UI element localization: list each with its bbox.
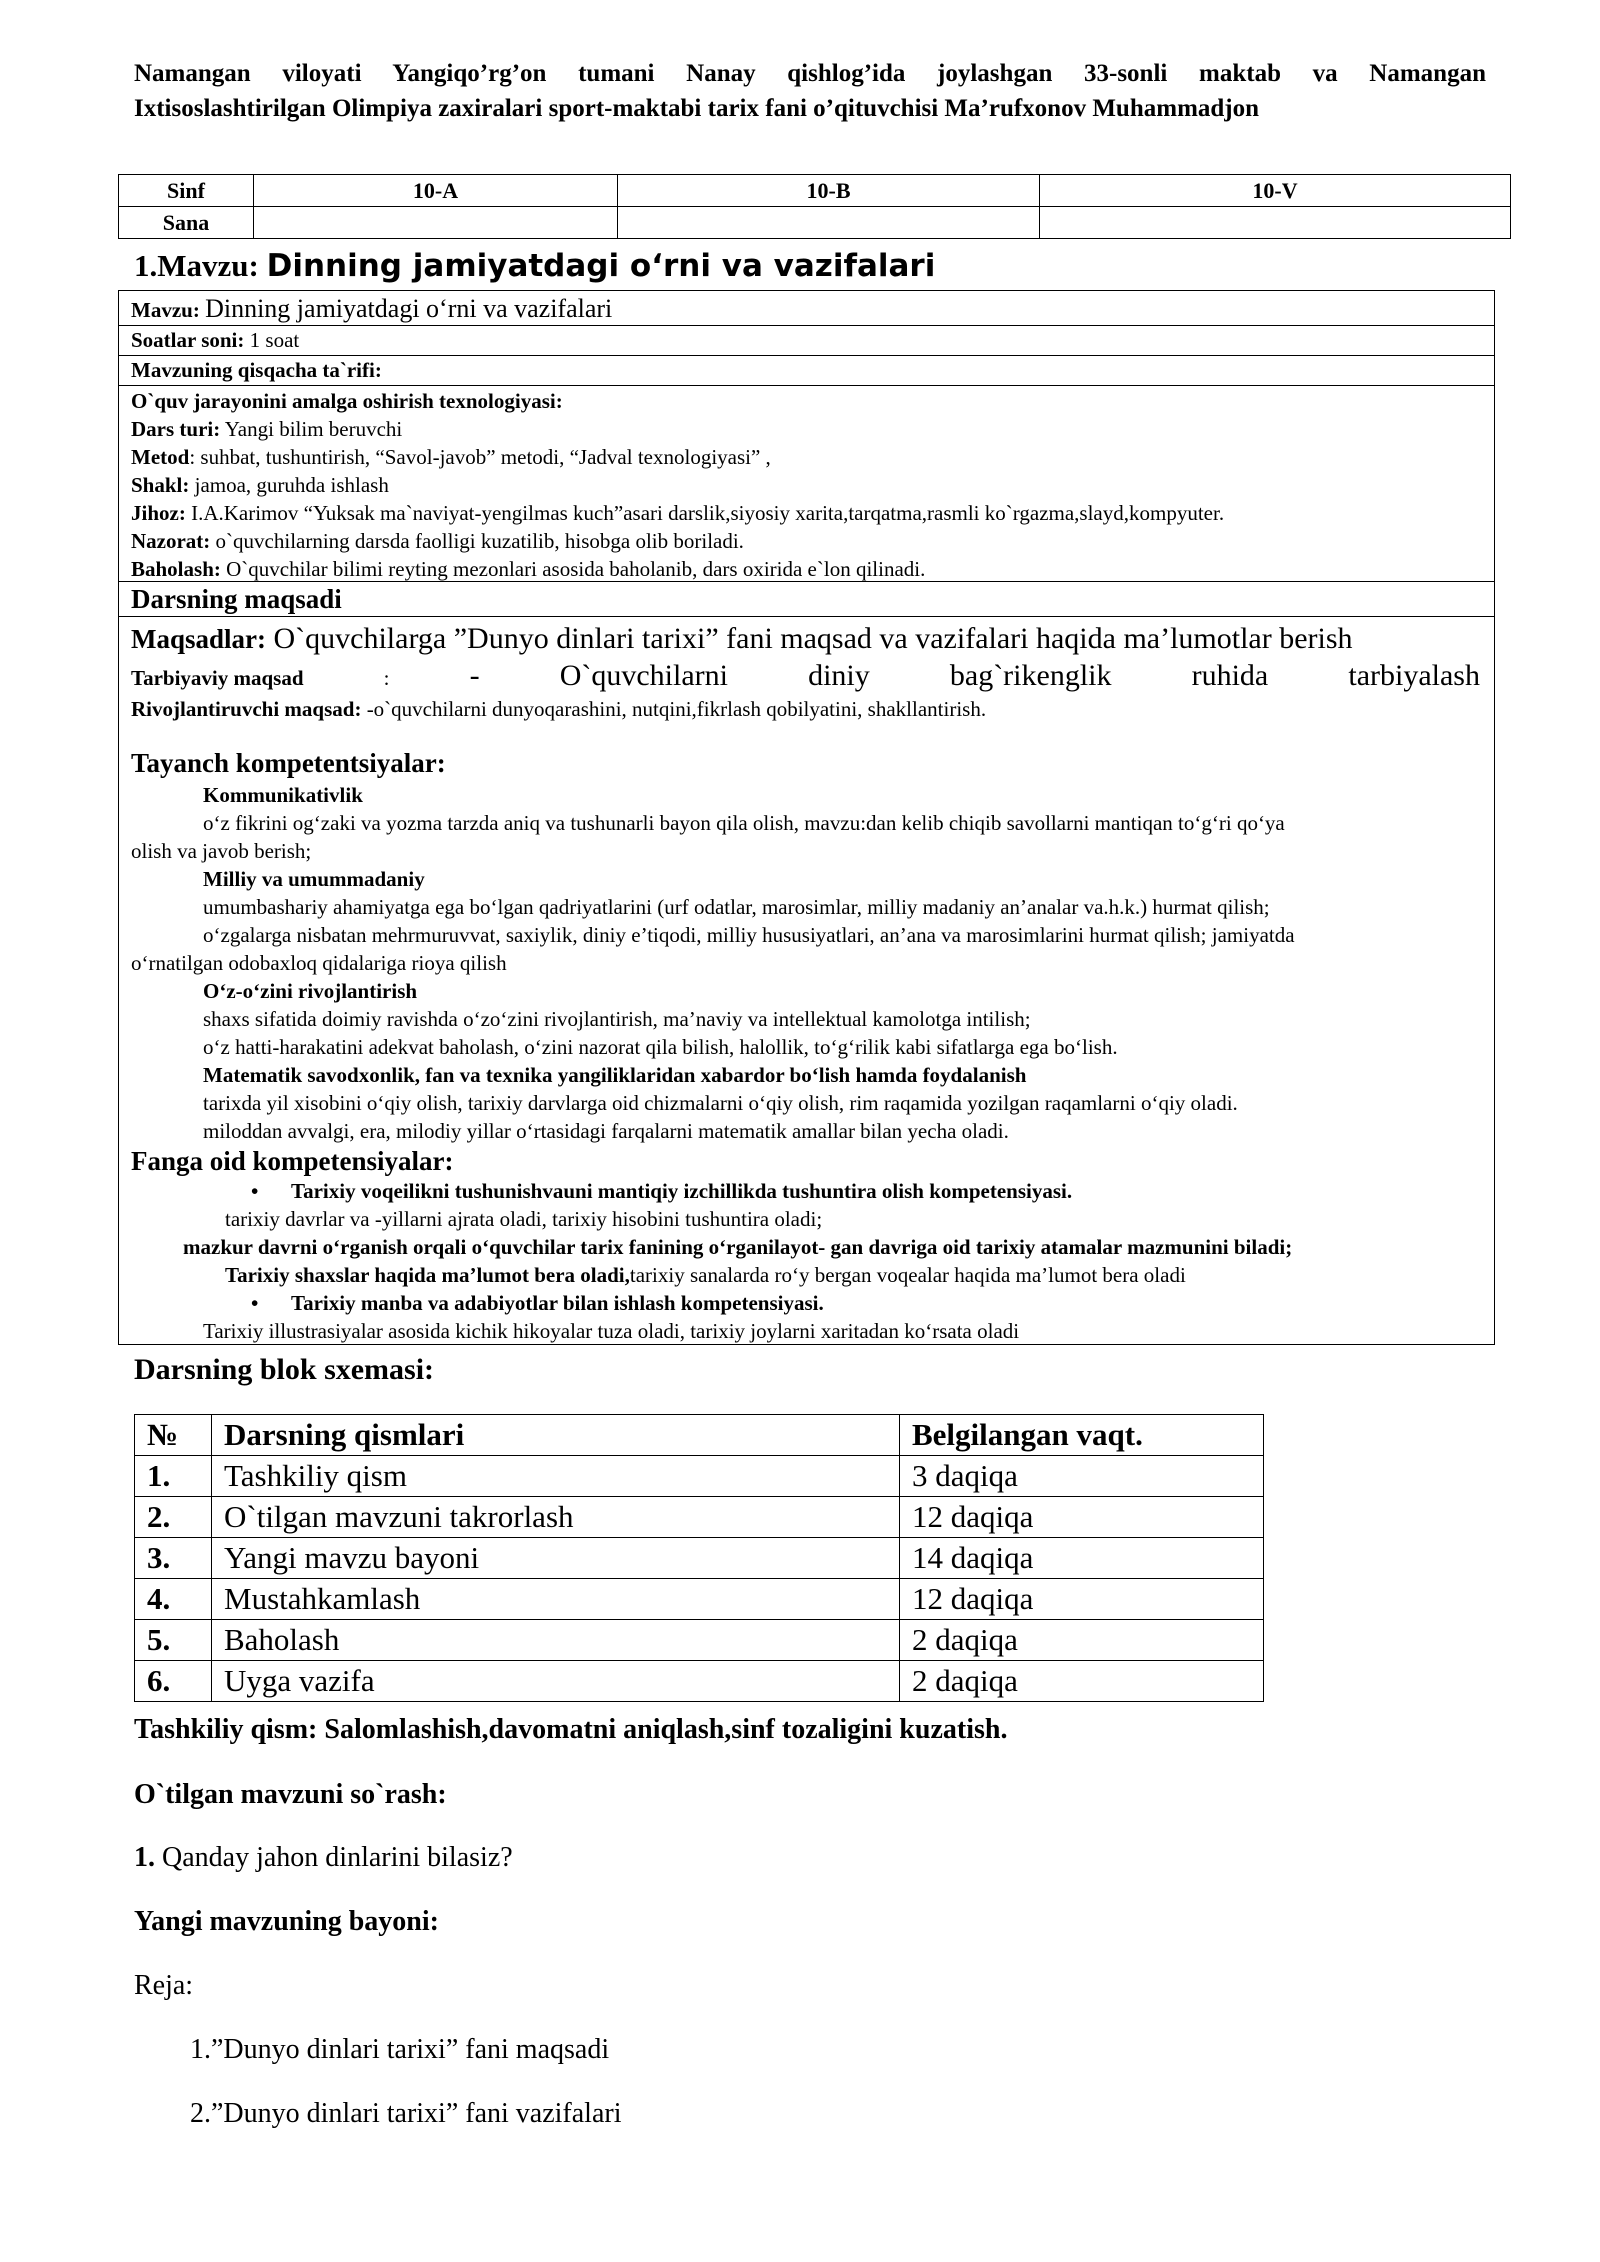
jihoz-line [131, 499, 1494, 527]
row-num: 4. [135, 1579, 212, 1620]
date-cell-10b [618, 207, 1040, 239]
tarbiyaviy-label: Tarbiyaviy maqsad [131, 666, 304, 690]
mat-line-1: tarixda yil xisobini o‘qiy olish, tarixiy darvlarga oid chizmalarni o‘qiy olish, rim raqamida yozilgan raqamlarni o‘qiy oladi. [203, 1091, 1238, 1115]
subject-line-4: Tarixiy illustrasiyalar asosida kichik hikoyalar tuza oladi, tarixiy joylarni xaritadan ko‘rsata oladi [203, 1319, 1020, 1343]
row-time: 12 daqiqa [900, 1579, 1264, 1620]
block-scheme-title: Darsning blok sxemasi: [134, 1353, 435, 1386]
komm-line-1: o‘z fikrini og‘zaki va yozma tarzda aniq va tushunarli bayon qila olish, mavzu:dan kelib chiqib savollarni mantiqan to‘g‘ri qo‘ya [203, 811, 1285, 835]
technology-section [119, 386, 1494, 582]
shakl-label: Shakl: [131, 473, 190, 497]
row-part: Yangi mavzu bayoni [212, 1538, 900, 1579]
row-num: 3. [135, 1538, 212, 1579]
subject-bullet-1-text: Tarixiy voqeilikni tushunishvauni mantiqiy izchillikda tushuntira olish kompetensiyasi. [291, 1179, 1073, 1203]
topic-heading [134, 244, 935, 288]
row-part: Uyga vazifa [212, 1661, 900, 1702]
nazorat-line [131, 527, 1494, 555]
header-line-1: Namangan viloyati Yangiqo’rg’on tumani Nanay qishlog’ida joylashgan 33-sonli maktab va Namangan [134, 60, 1486, 87]
dars-turi-line [131, 415, 1494, 443]
competencies-heading: Tayanch kompetentsiyalar: [131, 748, 446, 778]
nazorat-label: Nazorat: [131, 529, 211, 553]
sorash-heading: O`tilgan mavzuni so`rash: [134, 1779, 447, 1810]
table-row [135, 1538, 1264, 1579]
plan-item-2: 2.”Dunyo dinlari tarixi” fani vazifalari [190, 2098, 622, 2129]
class-10a: 10-A [254, 175, 618, 207]
tarbiyaviy-word-1: : [383, 666, 390, 690]
yangi-heading: Yangi mavzuning bayoni: [134, 1906, 439, 1937]
rivoj-label: Rivojlantiruvchi maqsad: [131, 697, 362, 721]
soatlar-row [119, 326, 1494, 356]
jihoz-label: Jihoz: [131, 501, 186, 525]
nazorat-value: o`quvchilarning darsda faolligi kuzatilib, hisobga olib boriladi. [215, 529, 744, 553]
subject-line-2: mazkur davrni o‘rganish orqali o‘quvchilar tarix fanining o‘rganilayot- gan davriga oid tarixiy atamalar mazmunini biladi; [183, 1235, 1293, 1259]
baholash-value: O`quvchilar bilimi reyting mezonlari asosida baholanib, dars oxirida e`lon qilinadi. [226, 557, 926, 581]
subject-bullet-2 [131, 1289, 1494, 1317]
shakl-line [131, 471, 1494, 499]
row-time: 2 daqiqa [900, 1620, 1264, 1661]
subject-bullet-1 [131, 1177, 1494, 1205]
goals-heading: Darsning maqsadi [131, 584, 342, 614]
metod-label: Metod [131, 445, 190, 469]
tarbiyaviy-word-5: bag`rikenglik [949, 659, 1112, 692]
tarbiyaviy-line [131, 659, 1480, 695]
tarbiyaviy-word-4: diniy [808, 659, 870, 692]
row-time: 14 daqiqa [900, 1538, 1264, 1579]
milliy-title: Milliy va umummadaniy [203, 867, 425, 891]
table-row [135, 1579, 1264, 1620]
komm-line-2: olish va javob berish; [131, 839, 312, 863]
class-10v: 10-V [1040, 175, 1511, 207]
subject-line-3-rest: tarixiy sanalarda ro‘y bergan voqealar haqida ma’lumot bera oladi [629, 1263, 1186, 1287]
reja-label: Reja: [134, 1970, 194, 2001]
topic-title: Dinning jamiyatdagi o‘rni va vazifalari [266, 248, 936, 284]
lesson-info-box [118, 290, 1495, 1345]
qisqacha-row [119, 356, 1494, 386]
mavzu-row [119, 291, 1494, 326]
table-row [135, 1620, 1264, 1661]
ozini-line-1: shaxs sifatida doimiy ravishda o‘zo‘zini rivojlantirish, ma’naviy va intellektual kamolotga intilish; [203, 1007, 1031, 1031]
block-header-num: № [135, 1415, 212, 1456]
class-10b: 10-B [618, 175, 1040, 207]
mavzu-label: Mavzu: [131, 298, 200, 322]
mat-line-2: miloddan avvalgi, era, milodiy yillar o‘rtasidagi farqalarni matematik amallar bilan yecha oladi. [203, 1119, 1009, 1143]
rivoj-value: -o`quvchilarni dunyoqarashini, nutqini,fikrlash qobilyatini, shakllantirish. [366, 697, 987, 721]
subject-line-3-bold: Tarixiy shaxslar haqida ma’lumot bera oladi, [225, 1263, 630, 1287]
row-part: Mustahkamlash [212, 1579, 900, 1620]
texnologiya-label: O`quv jarayonini amalga oshirish texnologiyasi: [131, 389, 563, 413]
jihoz-value: I.A.Karimov “Yuksak ma`naviyat-yengilmas kuch”asari darslik,siyosiy xarita,tarqatma,rasmli ko`rgazma,slayd,kompyuter. [191, 501, 1225, 525]
row-time: 12 daqiqa [900, 1497, 1264, 1538]
goals-heading-row [119, 582, 1494, 617]
class-row [119, 175, 1511, 207]
row-part: Tashkiliy qism [212, 1456, 900, 1497]
maqsadlar-label: Maqsadlar: [131, 624, 266, 654]
rivoj-line [131, 695, 1494, 723]
question-1-number: 1. [134, 1842, 155, 1873]
tarbiyaviy-word-7: tarbiyalash [1348, 659, 1480, 692]
row-num: 6. [135, 1661, 212, 1702]
dars-turi-value: Yangi bilim beruvchi [224, 417, 403, 441]
qisqacha-label: Mavzuning qisqacha ta`rifi: [131, 358, 382, 382]
class-table [118, 174, 1511, 239]
row-time: 3 daqiqa [900, 1456, 1264, 1497]
metod-value: : suhbat, tushuntirish, “Savol-javob” metodi, “Jadval texnologiyasi” , [189, 445, 771, 469]
subject-line-3 [131, 1261, 1494, 1289]
ozini-line-2: o‘z hatti-harakatini adekvat baholash, o‘zini nazorat qila bilish, halollik, to‘g‘rilik kabi sifatlarga ega bo‘lish. [203, 1035, 1118, 1059]
milliy-line-2: o‘zgalarga nisbatan mehrmuruvvat, saxiylik, diniy e’tiqodi, milliy hususiyatlari, an’ana va marosimlarini hurmat qilish; jamiyatda [203, 923, 1295, 947]
date-row [119, 207, 1511, 239]
bullet-icon: • [251, 1179, 259, 1203]
mavzu-value: Dinning jamiyatdagi o‘rni va vazifalari [205, 294, 613, 323]
question-1-text: Qanday jahon dinlarini bilasiz? [162, 1842, 513, 1873]
block-header-part: Darsning qismlari [212, 1415, 900, 1456]
subject-line-1: tarixiy davrlar va -yillarni ajrata oladi, tarixiy hisobini tushuntira oladi; [225, 1207, 823, 1231]
baholash-label: Baholash: [131, 557, 221, 581]
row-num: 1. [135, 1456, 212, 1497]
subject-bullet-2-text: Tarixiy manba va adabiyotlar bilan ishlash kompetensiyasi. [291, 1291, 824, 1315]
komm-title: Kommunikativlik [203, 783, 363, 807]
tarbiyaviy-word-6: ruhida [1191, 659, 1269, 692]
metod-line [131, 443, 1494, 471]
bullet-icon: • [251, 1291, 259, 1315]
soatlar-value: 1 soat [249, 328, 300, 352]
baholash-line [131, 555, 1494, 583]
header-line-2: Ixtisoslashtirilgan Olimpiya zaxiralari sport-maktabi tarix fani o’qituvchisi Ma’rufxonov Muhammadjon [134, 95, 1260, 122]
document-header [134, 56, 1486, 126]
maqsadlar-line [131, 619, 1494, 659]
row-num: 2. [135, 1497, 212, 1538]
soatlar-label: Soatlar soni: [131, 328, 245, 352]
tarbiyaviy-word-2: - [469, 659, 480, 692]
table-row [135, 1661, 1264, 1702]
maqsadlar-value: O`quvchilarga ”Dunyo dinlari tarixi” fani maqsad va vazifalari haqida ma’lumotlar berish [273, 622, 1353, 655]
date-cell-10v [1040, 207, 1511, 239]
row-part: O`tilgan mavzuni takrorlash [212, 1497, 900, 1538]
block-header-row [135, 1415, 1264, 1456]
block-scheme-table [134, 1414, 1264, 1702]
row-part: Baholash [212, 1620, 900, 1661]
milliy-line-3: o‘rnatilgan odobaxloq qidalariga rioya qilish [131, 951, 507, 975]
subject-competencies-heading: Fanga oid kompetensiyalar: [131, 1146, 454, 1176]
tarbiyaviy-word-3: O`quvchilarni [559, 659, 728, 692]
dars-turi-label: Dars turi: [131, 417, 221, 441]
plan-item-1: 1.”Dunyo dinlari tarixi” fani maqsadi [190, 2034, 610, 2065]
mat-title: Matematik savodxonlik, fan va texnika yangiliklaridan xabardor bo‘lish hamda foydalanish [203, 1063, 1027, 1087]
date-cell-10a [254, 207, 618, 239]
table-row [135, 1497, 1264, 1538]
milliy-line-1: umumbashariy ahamiyatga ega bo‘lgan qadriyatlarini (urf odatlar, marosimlar, milliy madaniy an’analar va.h.k.) hurmat qilish; [203, 895, 1270, 919]
row-time: 2 daqiqa [900, 1661, 1264, 1702]
topic-prefix: 1.Mavzu: [134, 248, 259, 283]
goals-and-competencies [119, 619, 1494, 1345]
ozini-title: O‘z-o‘zini rivojlantirish [203, 979, 418, 1003]
sana-label: Sana [119, 207, 254, 239]
question-1 [134, 1838, 513, 1878]
shakl-value: jamoa, guruhda ishlash [194, 473, 389, 497]
tashkiliy-text: Tashkiliy qism: Salomlashish,davomatni aniqlash,sinf tozaligini kuzatish. [134, 1714, 1008, 1745]
table-row [135, 1456, 1264, 1497]
block-header-time: Belgilangan vaqt. [900, 1415, 1264, 1456]
row-num: 5. [135, 1620, 212, 1661]
sinf-label: Sinf [119, 175, 254, 207]
